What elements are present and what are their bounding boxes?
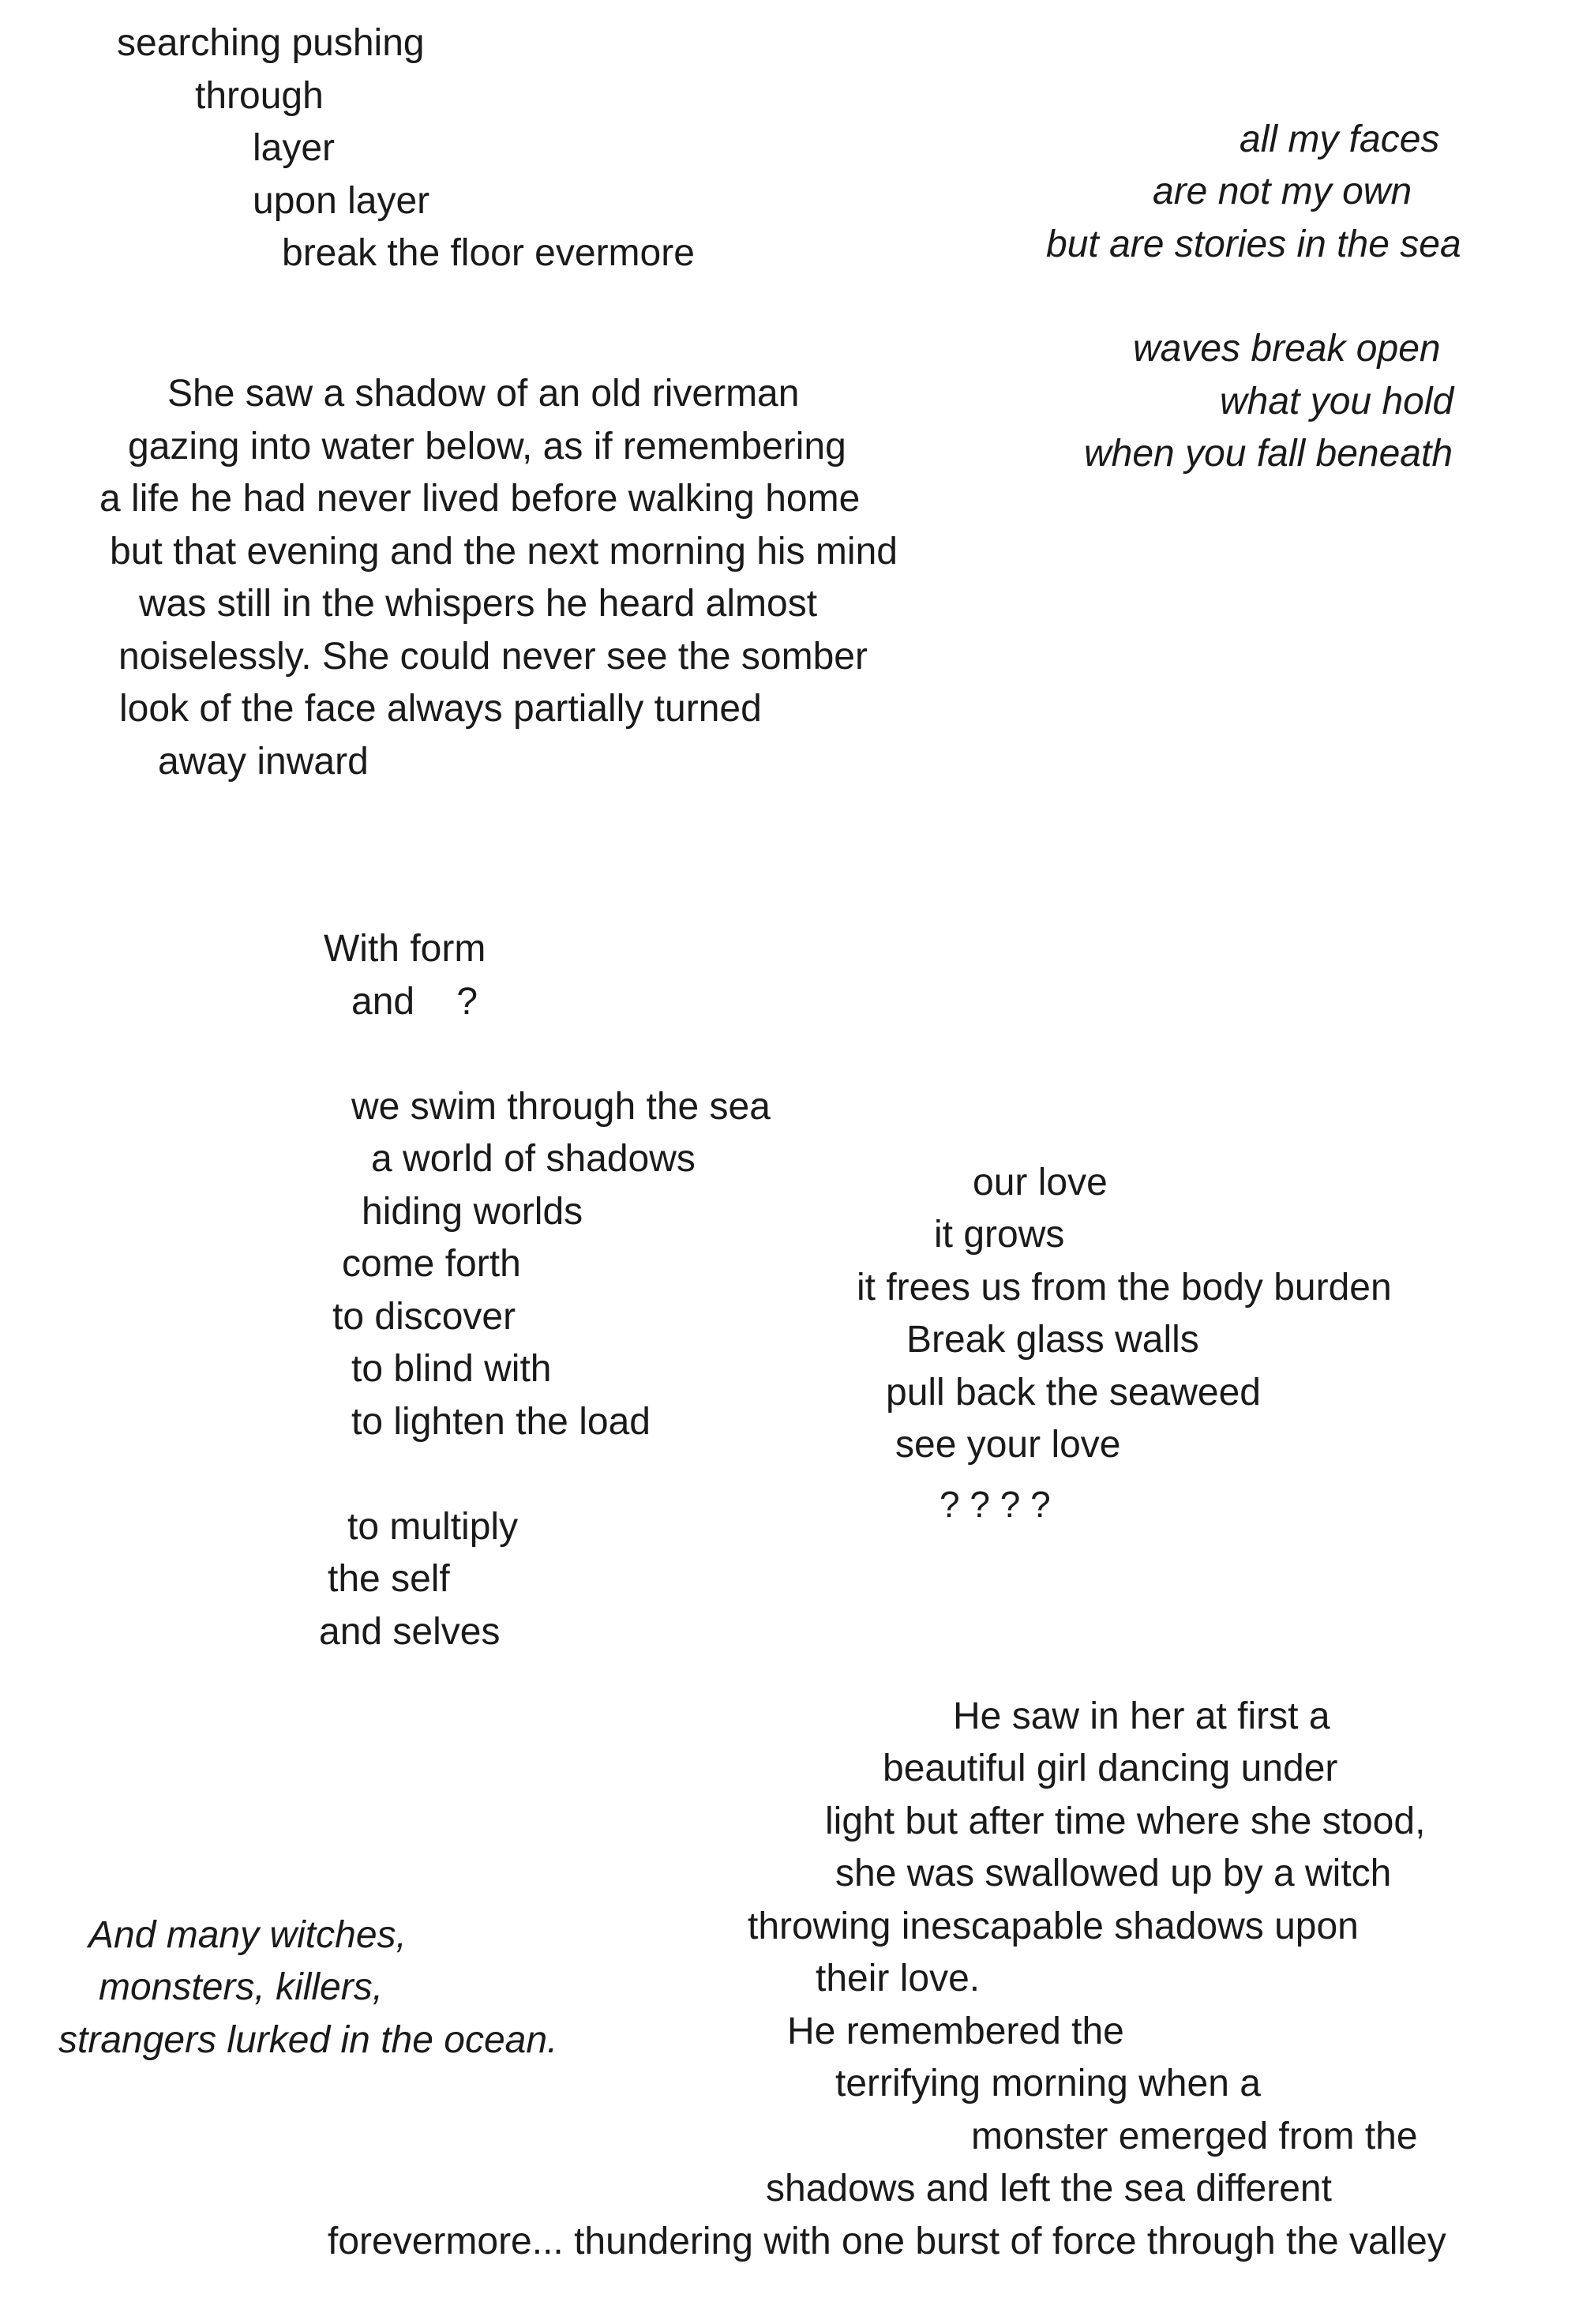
- poem-line: ? ? ? ?: [940, 1484, 1051, 1525]
- poem-line: throwing inescapable shadows upon: [748, 1905, 1359, 1947]
- poem-line: see your love: [895, 1424, 1121, 1466]
- poem-line: beautiful girl dancing under: [883, 1748, 1338, 1789]
- poem-line: the self: [328, 1558, 450, 1600]
- poem-line: it grows: [934, 1214, 1065, 1256]
- poem-line: what you hold: [1220, 381, 1454, 422]
- poem-line: it frees us from the body burden: [857, 1267, 1392, 1308]
- poem-line: He saw in her at first a: [953, 1695, 1330, 1737]
- poem-line: when you fall beneath: [1084, 433, 1453, 475]
- poem-line: monster emerged from the: [971, 2116, 1418, 2157]
- poem-line: to multiply: [347, 1506, 519, 1548]
- poem-line: through: [195, 75, 324, 117]
- poem-line: are not my own: [1153, 171, 1412, 212]
- poem-line: to lighten the load: [351, 1401, 651, 1443]
- poem-line: strangers lurked in the ocean.: [58, 2019, 558, 2061]
- poem-line: terrifying morning when a: [835, 2063, 1261, 2104]
- poem-line: waves break open: [1133, 328, 1441, 370]
- poem-line: pull back the seaweed: [886, 1372, 1261, 1414]
- poem-line: Break glass walls: [906, 1319, 1199, 1361]
- poem-line: noiselessly. She could never see the somber: [118, 636, 868, 678]
- poem-line: light but after time where she stood,: [825, 1800, 1426, 1842]
- poem-line: a life he had never lived before walking home: [99, 478, 861, 520]
- poem-line: break the floor evermore: [282, 232, 695, 274]
- poem-line: monsters, killers,: [99, 1966, 384, 2008]
- poem-line: upon layer: [253, 180, 430, 222]
- poem-line: away inward: [158, 741, 369, 783]
- poem-line: and ?: [351, 981, 478, 1023]
- poem-line: hiding worlds: [362, 1191, 583, 1233]
- poem-line: and selves: [319, 1611, 501, 1653]
- poem-line: And many witches,: [88, 1914, 407, 1956]
- poem-line: With form: [324, 928, 486, 970]
- poem-line: She saw a shadow of an old riverman: [167, 373, 800, 415]
- poem-line: was still in the whispers he heard almost: [139, 583, 818, 625]
- poem-line: but are stories in the sea: [1046, 223, 1461, 265]
- poem-line: He remembered the: [787, 2011, 1124, 2052]
- poem-line: layer: [253, 127, 336, 169]
- poem-line: forevermore... thundering with one burst of force through the valley: [328, 2221, 1446, 2262]
- poem-line: their love.: [816, 1958, 981, 1999]
- poem-line: but that evening and the next morning his mind: [110, 531, 898, 573]
- poem-line: searching pushing: [117, 22, 425, 64]
- poem-line: shadows and left the sea different: [766, 2168, 1332, 2209]
- poem-line: look of the face always partially turned: [119, 688, 762, 730]
- poem-line: come forth: [342, 1243, 521, 1285]
- poem-line: all my faces: [1240, 118, 1440, 160]
- poem-line: we swim through the sea: [351, 1086, 771, 1128]
- poem-line: to blind with: [351, 1348, 552, 1390]
- poem-line: our love: [973, 1162, 1108, 1203]
- poem-line: a world of shadows: [371, 1138, 696, 1180]
- poem-line: to discover: [332, 1296, 516, 1338]
- poem-line: she was swallowed up by a witch: [835, 1853, 1392, 1894]
- poem-line: gazing into water below, as if remembering: [128, 426, 846, 467]
